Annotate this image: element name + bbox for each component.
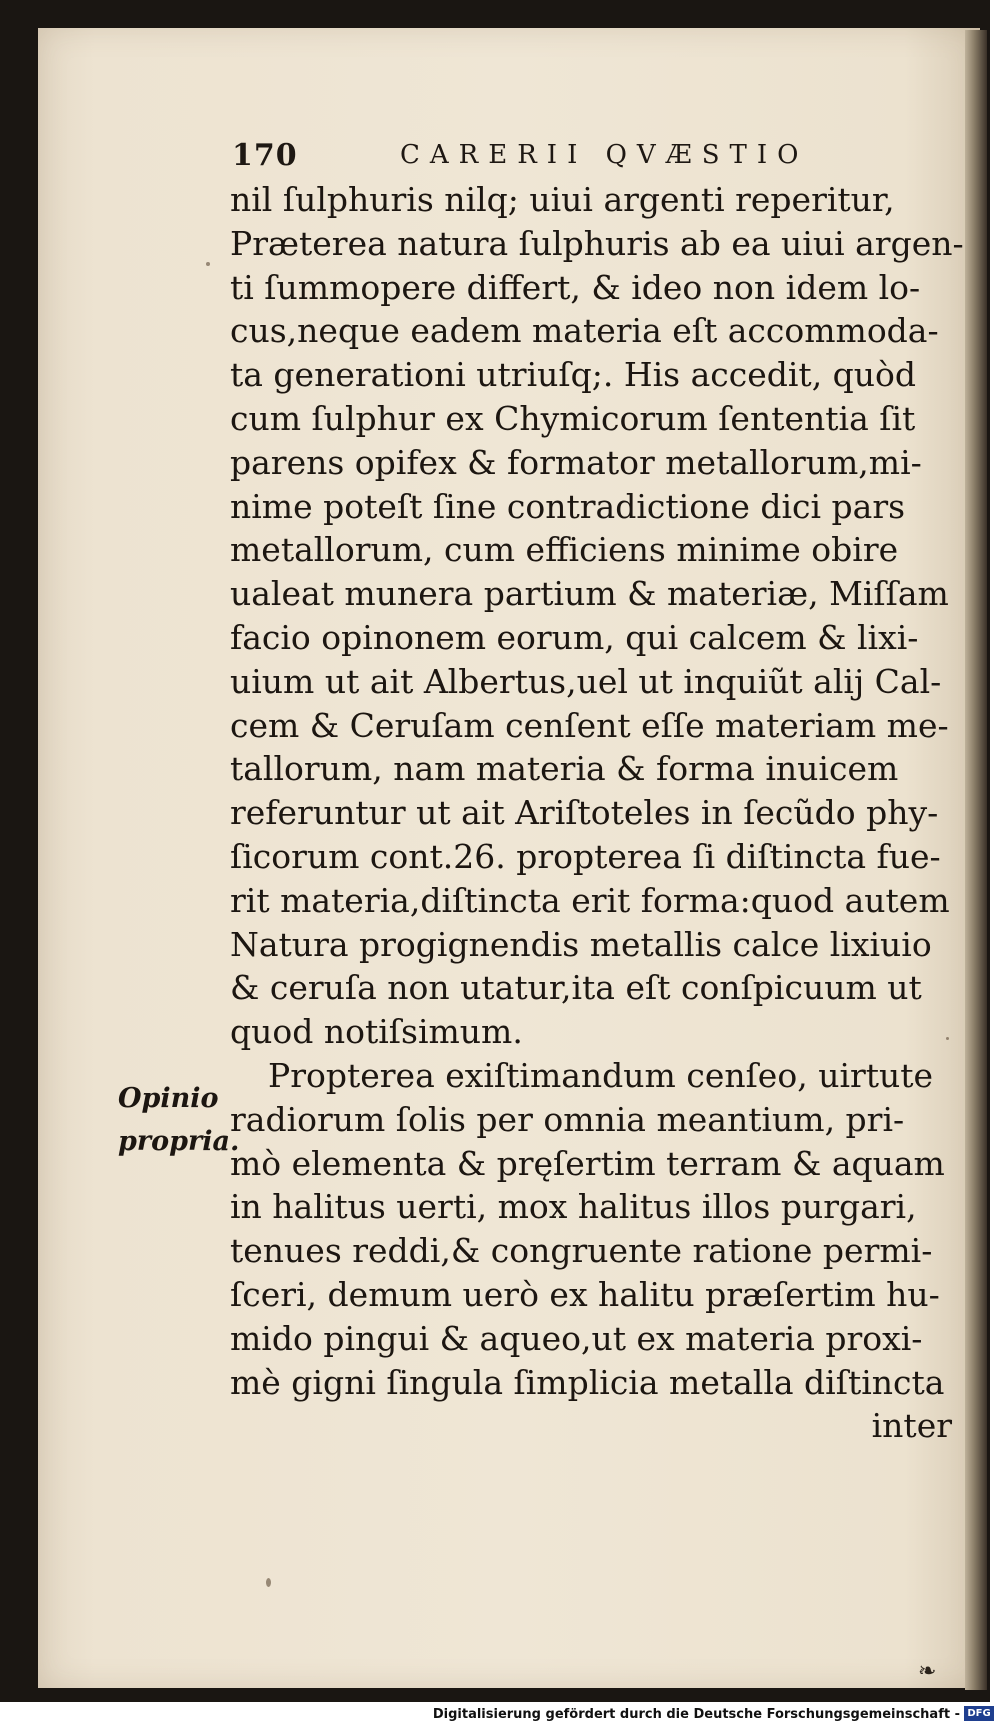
text-line: parens opifex & formator metallorum,mi-: [230, 442, 922, 482]
text-line: referuntur ut ait Ariſtoteles in ſecũdo phy-: [230, 793, 939, 833]
margin-note-line: propria.: [118, 1126, 240, 1157]
text-line: ſicorum cont.26. propterea ſi diſtincta fue-: [230, 836, 941, 876]
catchword: inter: [871, 1406, 952, 1446]
text-line: in halitus uerti, mox halitus illos purgari,: [230, 1187, 917, 1227]
text-line: ſceri, demum uerò ex halitu præſertim hu-: [230, 1274, 940, 1314]
text-line: ti ſummopere differt, & ideo non idem lo-: [230, 267, 921, 307]
text-line: tenues reddi,& congruente ratione permi-: [230, 1231, 933, 1271]
text-line: cus,neque eadem materia eſt accommoda-: [230, 311, 939, 351]
text-line: Natura progignendis metallis calce lixiuio: [230, 924, 932, 964]
text-line: nil ſulphuris nilq; uiui argenti reperitur,: [230, 180, 895, 219]
page-number: 170: [232, 138, 298, 173]
text-line: cum ſulphur ex Chymicorum ſententia ſit: [230, 398, 916, 438]
running-head: [232, 138, 992, 178]
text-line: ta generationi utriuſq;. His accedit, quòd: [230, 355, 917, 395]
body-text: [230, 178, 964, 1448]
paragraph-start-line: Propterea exiſtimandum cenſeo, uirtute: [268, 1055, 934, 1095]
text-line: Præterea natura ſulphuris ab ea uiui argen-: [230, 223, 964, 263]
text-line: rit materia,diſtincta erit forma:quod autem: [230, 880, 950, 920]
margin-note: [118, 1077, 238, 1163]
ink-speck: [266, 1578, 271, 1587]
text-line: radiorum ſolis per omnia meantium, pri-: [230, 1099, 905, 1139]
text-line: quod notiſsimum.: [230, 1012, 523, 1052]
page-edge: [965, 30, 987, 1690]
text-line: mò elementa & pręſertim terram & aquam: [230, 1143, 945, 1183]
text-line: tallorum, nam materia & forma inuicem: [230, 749, 899, 789]
text-line: metallorum, cum efficiens minime obire: [230, 530, 899, 570]
text-line: & ceruſa non utatur,ita eſt conſpicuum ut: [230, 968, 922, 1008]
text-line: facio opinonem eorum, qui calcem & lixi-: [230, 617, 919, 657]
dfg-logo-icon: DFG: [964, 1706, 994, 1721]
text-line: uium ut ait Albertus,uel ut inquiũt alij Cal-: [230, 661, 942, 701]
text-line: nime poteſt ſine contradictione dici pars: [230, 486, 906, 526]
digitization-credit-bar: [0, 1702, 1000, 1727]
text-line: ualeat munera partium & materiæ, Miſſam: [230, 574, 949, 614]
margin-note-line: Opinio: [118, 1083, 219, 1114]
text-line: mido pingui & aqueo,ut ex materia proxi-: [230, 1318, 923, 1358]
page-header-title: CARERII QVÆSTIO: [400, 140, 809, 170]
text-line: mè gigni ſingula ſimplicia metalla diſtincta: [230, 1362, 945, 1402]
ink-speck: [206, 262, 210, 266]
ornament-icon: ❧: [918, 1659, 937, 1684]
ink-speck: [946, 1037, 949, 1040]
credit-text: Digitalisierung gefördert durch die Deutsche Forschungsgemeinschaft -: [432, 1707, 960, 1722]
text-line: cem & Ceruſam cenſent eſſe materiam me-: [230, 705, 949, 745]
